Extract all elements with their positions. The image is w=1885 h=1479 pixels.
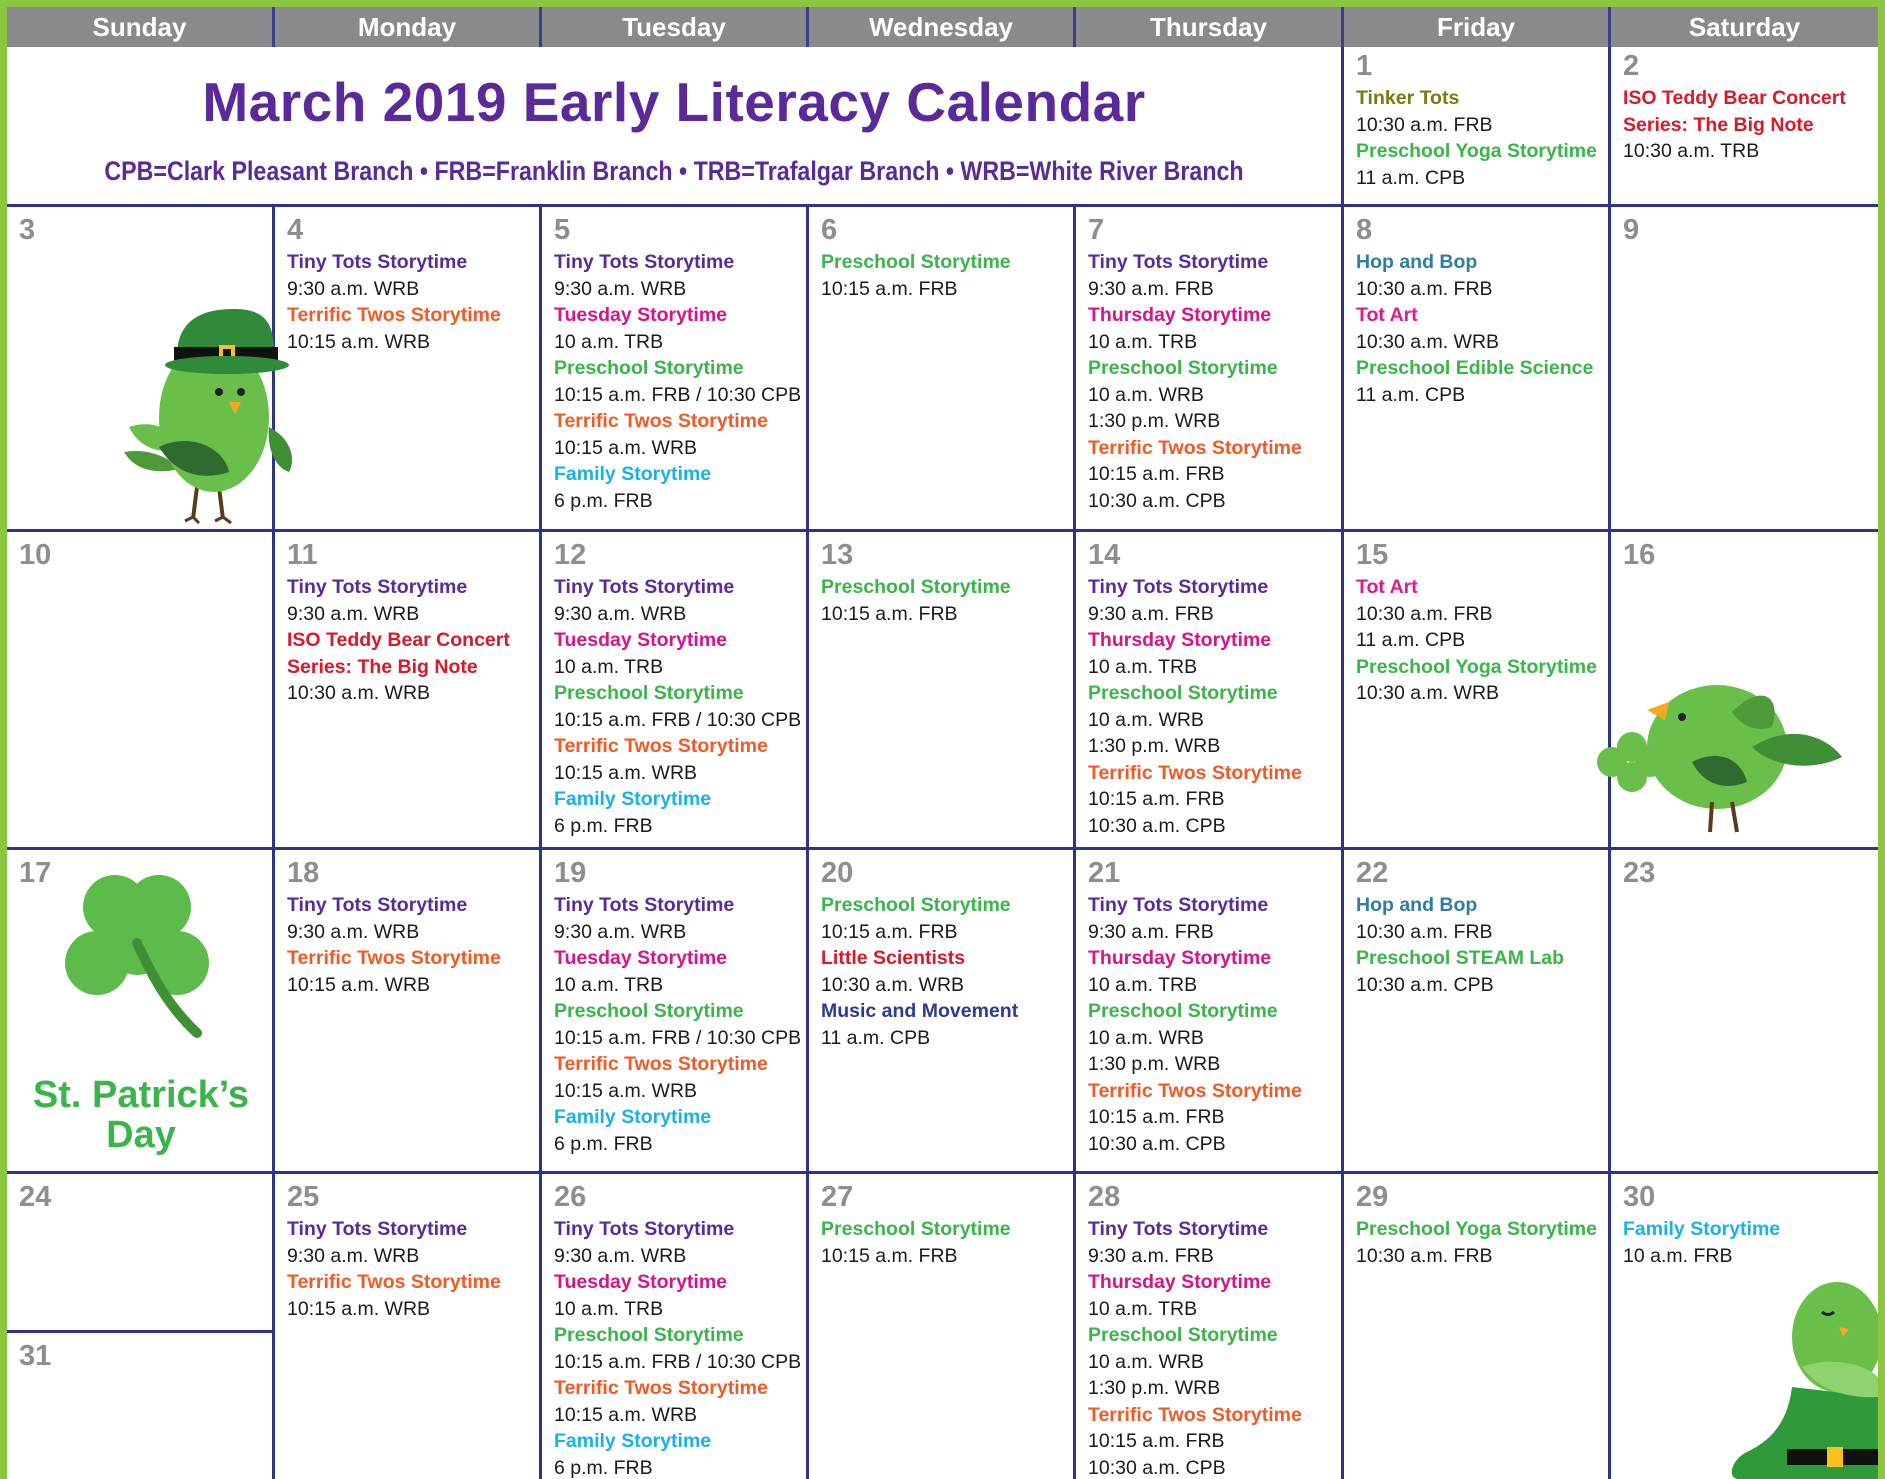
event-time: 10 a.m. TRB	[1088, 973, 1198, 996]
day-number: 1	[1356, 50, 1373, 82]
event-time: 1:30 p.m. WRB	[1088, 1053, 1221, 1075]
event-title: Preschool Storytime	[1088, 682, 1278, 704]
event-time: 10:15 a.m. WRB	[287, 973, 431, 996]
event-time: 10 a.m. TRB	[554, 655, 664, 678]
event-title: Thursday Storytime	[1088, 629, 1272, 651]
event-time: 10:30 a.m. CPB	[1088, 1132, 1226, 1155]
event-title: Terrific Twos Storytime	[554, 1053, 768, 1075]
event-title: Tot Art	[1356, 304, 1418, 326]
event-time: 11 a.m. CPB	[1356, 166, 1466, 189]
event-title: Tuesday Storytime	[554, 947, 728, 969]
event-time: 10 a.m. FRB	[1623, 1244, 1733, 1267]
event-title: Tuesday Storytime	[554, 1271, 728, 1293]
calendar-title: March 2019 Early Literacy Calendar	[202, 71, 1146, 133]
event-title: Music and Movement	[821, 1000, 1019, 1022]
event-time: 10 a.m. TRB	[554, 1297, 664, 1320]
event-time: 10:15 a.m. FRB	[1088, 1106, 1225, 1128]
day-number: 22	[1356, 857, 1389, 889]
event-title: Terrific Twos Storytime	[1088, 1079, 1302, 1102]
day-number: 31	[19, 1340, 52, 1372]
event-time: 9:30 a.m. WRB	[554, 920, 687, 943]
event-time: 10 a.m. WRB	[1088, 1350, 1204, 1373]
day-cell-23	[1611, 850, 1878, 1174]
event-title: Terrific Twos Storytime	[554, 1377, 768, 1399]
event-title: Tiny Tots Storytime	[1088, 576, 1269, 598]
event-time: 6 p.m. FRB	[554, 1132, 653, 1155]
event-title: Hop and Bop	[1356, 251, 1478, 273]
event-title: Family Storytime	[554, 1430, 712, 1452]
event-title: Preschool Storytime	[554, 357, 744, 379]
event-time: 10:15 a.m. FRB / 10:30 CPB	[554, 383, 802, 406]
day-cell-21	[1076, 850, 1344, 1174]
day-number: 3	[19, 214, 36, 246]
calendar	[7, 7, 1878, 1479]
event-title: Preschool Yoga Storytime	[1356, 655, 1597, 678]
weekday-thursday: Thursday	[1076, 7, 1344, 47]
day-cell-9	[1611, 207, 1878, 532]
day-cell-4	[275, 207, 542, 532]
day-number: 21	[1088, 857, 1121, 889]
event-time: 6 p.m. FRB	[554, 814, 653, 837]
event-time: 10:30 a.m. FRB	[1356, 113, 1493, 136]
calendar-title-block	[7, 47, 1344, 207]
day-number: 14	[1088, 539, 1121, 571]
event-time: 10:15 a.m. WRB	[554, 1079, 698, 1102]
day-number: 24	[19, 1181, 52, 1213]
bird-with-clover-icon	[1582, 652, 1847, 847]
event-time: 9:30 a.m. FRB	[1088, 920, 1214, 943]
event-title: Preschool Storytime	[821, 251, 1011, 273]
event-title: Preschool Storytime	[554, 1000, 744, 1022]
day-number: 7	[1088, 214, 1105, 246]
event-time: 10:15 a.m. WRB	[554, 1403, 698, 1426]
event-time: 10:15 a.m. FRB / 10:30 CPB	[554, 1350, 802, 1373]
day-cell-20	[809, 850, 1076, 1174]
day-number: 27	[821, 1181, 854, 1213]
event-time: 10:30 a.m. FRB	[1356, 1244, 1493, 1267]
day-cell-5	[542, 207, 809, 532]
shamrock-icon	[57, 865, 227, 1040]
event-title: Little Scientists	[821, 947, 966, 969]
day-cell-26	[542, 1174, 809, 1479]
event-title: Terrific Twos Storytime	[287, 1271, 501, 1293]
day-number: 19	[554, 857, 587, 889]
event-time: 10 a.m. TRB	[1088, 1297, 1198, 1320]
event-title: Tiny Tots Storytime	[1088, 1218, 1269, 1240]
event-time: 9:30 a.m. FRB	[1088, 1244, 1214, 1267]
event-time: 10:15 a.m. FRB / 10:30 CPB	[554, 708, 802, 731]
event-title: ISO Teddy Bear Concert	[287, 629, 510, 651]
event-time: 9:30 a.m. WRB	[554, 1244, 687, 1267]
event-time: 11 a.m. CPB	[1356, 629, 1466, 651]
event-title: Tiny Tots Storytime	[554, 251, 735, 273]
event-title: Tuesday Storytime	[554, 629, 728, 651]
event-title: Thursday Storytime	[1088, 1271, 1272, 1293]
event-time: 1:30 p.m. WRB	[1088, 1377, 1221, 1399]
event-title: Tot Art	[1356, 576, 1418, 598]
day-cell-28	[1076, 1174, 1344, 1479]
bird-on-boot-icon	[1727, 1277, 1878, 1479]
event-title: Preschool Yoga Storytime	[1356, 140, 1597, 162]
event-time: 10:30 a.m. FRB	[1356, 277, 1493, 300]
event-time: 10:30 a.m. WRB	[821, 973, 965, 996]
event-title: Tiny Tots Storytime	[287, 1218, 468, 1240]
event-time: 9:30 a.m. WRB	[287, 277, 420, 300]
event-time: 10:30 a.m. FRB	[1356, 920, 1493, 943]
event-time: 6 p.m. FRB	[554, 489, 653, 512]
day-number: 8	[1356, 214, 1373, 246]
day-number: 10	[19, 539, 52, 571]
event-time: 9:30 a.m. WRB	[287, 920, 420, 943]
event-title: Terrific Twos Storytime	[554, 410, 768, 432]
event-title: Tiny Tots Storytime	[554, 576, 735, 598]
day-cell-10	[7, 532, 275, 850]
day-number: 20	[821, 857, 854, 889]
day-number: 12	[554, 539, 587, 571]
event-time: 10:30 a.m. CPB	[1356, 973, 1494, 996]
day-number: 6	[821, 214, 838, 246]
event-title: Thursday Storytime	[1088, 304, 1272, 326]
event-title: Preschool Storytime	[1088, 1324, 1278, 1346]
event-time: 10:30 a.m. CPB	[1088, 489, 1226, 512]
day-cell-8	[1344, 207, 1611, 532]
event-time: 10:15 a.m. FRB	[1088, 1430, 1225, 1452]
event-time: 10:30 a.m. WRB	[287, 682, 431, 704]
event-time: 10:15 a.m. FRB	[1088, 463, 1225, 485]
event-title: Terrific Twos Storytime	[1088, 1403, 1302, 1426]
event-time: 9:30 a.m. WRB	[287, 1244, 420, 1267]
day-cell-22	[1344, 850, 1611, 1174]
day-cell-19	[542, 850, 809, 1174]
event-title: Family Storytime	[554, 1106, 712, 1128]
event-time: 1:30 p.m. WRB	[1088, 410, 1221, 432]
day-number: 2	[1623, 50, 1640, 82]
day-cell-11	[275, 532, 542, 850]
day-number: 18	[287, 857, 320, 889]
event-title: Tinker Tots	[1356, 87, 1460, 109]
event-title: Tiny Tots Storytime	[287, 251, 468, 273]
day-cell-18	[275, 850, 542, 1174]
day-number: 16	[1623, 539, 1656, 571]
event-time: 10:15 a.m. FRB	[821, 602, 958, 625]
event-time: 9:30 a.m. FRB	[1088, 602, 1214, 625]
event-title: Terrific Twos Storytime	[1088, 436, 1302, 459]
event-time: 10 a.m. TRB	[554, 330, 664, 353]
event-title: Tiny Tots Storytime	[554, 1218, 735, 1240]
event-title: Terrific Twos Storytime	[1088, 761, 1302, 784]
day-cell-29	[1344, 1174, 1611, 1479]
event-title: Series: The Big Note	[287, 655, 478, 678]
event-title: Series: The Big Note	[1623, 113, 1814, 136]
event-time: 10 a.m. WRB	[1088, 708, 1204, 731]
leprechaun-bird-icon	[119, 297, 304, 532]
day-number: 25	[287, 1181, 320, 1213]
event-title: Thursday Storytime	[1088, 947, 1272, 969]
day-cell-2	[1611, 47, 1878, 207]
day-number: 17	[19, 857, 52, 889]
event-time: 10:30 a.m. TRB	[1623, 140, 1760, 162]
event-time: 10 a.m. WRB	[1088, 1026, 1204, 1049]
event-time: 9:30 a.m. FRB	[1088, 277, 1214, 300]
event-time: 10:30 a.m. FRB	[1356, 602, 1493, 625]
event-time: 10:30 a.m. CPB	[1088, 1456, 1226, 1479]
event-title: Preschool Storytime	[821, 1218, 1011, 1240]
event-title: Family Storytime	[554, 463, 712, 485]
event-title: Preschool Storytime	[1088, 1000, 1278, 1022]
event-time: 9:30 a.m. WRB	[554, 602, 687, 625]
day-cell-14	[1076, 532, 1344, 850]
day-number: 28	[1088, 1181, 1121, 1213]
event-title: Preschool Edible Science	[1356, 357, 1594, 379]
st-patricks-day-label: St. Patrick’s Day	[32, 1074, 250, 1156]
event-time: 10 a.m. WRB	[1088, 383, 1204, 406]
event-time: 10:15 a.m. WRB	[554, 436, 698, 459]
day-number: 29	[1356, 1181, 1389, 1213]
day-number: 23	[1623, 857, 1656, 889]
event-title: Preschool Storytime	[1088, 357, 1278, 379]
event-time: 10:30 a.m. CPB	[1088, 814, 1226, 837]
weekday-monday: Monday	[275, 7, 542, 47]
event-title: Hop and Bop	[1356, 894, 1478, 916]
branch-legend: CPB=Clark Pleasant Branch • FRB=Franklin Branch • TRB=Trafalgar Branch • WRB=White River Branch	[104, 156, 1244, 186]
event-time: 11 a.m. CPB	[1356, 383, 1466, 406]
day-cell-13	[809, 532, 1076, 850]
event-title: Family Storytime	[554, 788, 712, 810]
event-title: ISO Teddy Bear Concert	[1623, 87, 1846, 109]
event-time: 10:15 a.m. WRB	[287, 330, 431, 353]
day-cell-7	[1076, 207, 1344, 532]
day-cell-12	[542, 532, 809, 850]
day-number: 4	[287, 214, 304, 246]
day-cell-24	[7, 1174, 275, 1333]
event-time: 10:15 a.m. WRB	[287, 1297, 431, 1320]
event-title: Terrific Twos Storytime	[554, 735, 768, 757]
event-title: Preschool Yoga Storytime	[1356, 1218, 1597, 1240]
day-number: 13	[821, 539, 854, 571]
event-title: Family Storytime	[1623, 1218, 1781, 1240]
day-cell-15	[1344, 532, 1611, 850]
event-title: Tiny Tots Storytime	[287, 576, 468, 598]
event-time: 6 p.m. FRB	[554, 1456, 653, 1479]
weekday-friday: Friday	[1344, 7, 1611, 47]
event-time: 10:15 a.m. FRB	[821, 920, 958, 943]
event-time: 10:15 a.m. FRB	[821, 1244, 958, 1267]
event-time: 10:15 a.m. WRB	[554, 761, 698, 784]
event-title: Terrific Twos Storytime	[287, 304, 501, 326]
event-time: 11 a.m. CPB	[821, 1026, 931, 1049]
event-time: 10 a.m. TRB	[554, 973, 664, 996]
event-title: Tiny Tots Storytime	[554, 894, 735, 916]
day-cell-25	[275, 1174, 542, 1479]
event-time: 9:30 a.m. WRB	[287, 602, 420, 625]
weekday-saturday: Saturday	[1611, 7, 1878, 47]
day-number: 9	[1623, 214, 1640, 246]
event-title: Terrific Twos Storytime	[287, 947, 501, 969]
day-number: 30	[1623, 1181, 1656, 1213]
event-title: Preschool STEAM Lab	[1356, 947, 1565, 969]
day-cell-27	[809, 1174, 1076, 1479]
day-cell-31	[7, 1333, 275, 1479]
event-title: Tuesday Storytime	[554, 304, 728, 326]
day-number: 15	[1356, 539, 1389, 571]
event-title: Tiny Tots Storytime	[287, 894, 468, 916]
weekday-tuesday: Tuesday	[542, 7, 809, 47]
day-cell-6	[809, 207, 1076, 532]
event-title: Tiny Tots Storytime	[1088, 894, 1269, 916]
day-number: 26	[554, 1181, 587, 1213]
event-time: 10 a.m. TRB	[1088, 330, 1198, 353]
weekday-wednesday: Wednesday	[809, 7, 1076, 47]
event-time: 10:30 a.m. WRB	[1356, 682, 1500, 704]
event-time: 10:15 a.m. FRB	[821, 277, 958, 300]
event-title: Tiny Tots Storytime	[1088, 251, 1269, 273]
event-time: 9:30 a.m. WRB	[554, 277, 687, 300]
event-title: Preschool Storytime	[821, 576, 1011, 598]
event-time: 10 a.m. TRB	[1088, 655, 1198, 678]
event-time: 10:15 a.m. FRB / 10:30 CPB	[554, 1026, 802, 1049]
day-cell-1	[1344, 47, 1611, 207]
event-time: 10:30 a.m. WRB	[1356, 330, 1500, 353]
weekday-sunday: Sunday	[7, 7, 275, 47]
event-title: Preschool Storytime	[821, 894, 1011, 916]
event-time: 10:15 a.m. FRB	[1088, 788, 1225, 810]
day-number: 5	[554, 214, 571, 246]
day-number: 11	[287, 539, 318, 571]
event-title: Preschool Storytime	[554, 682, 744, 704]
event-time: 1:30 p.m. WRB	[1088, 735, 1221, 757]
event-title: Preschool Storytime	[554, 1324, 744, 1346]
